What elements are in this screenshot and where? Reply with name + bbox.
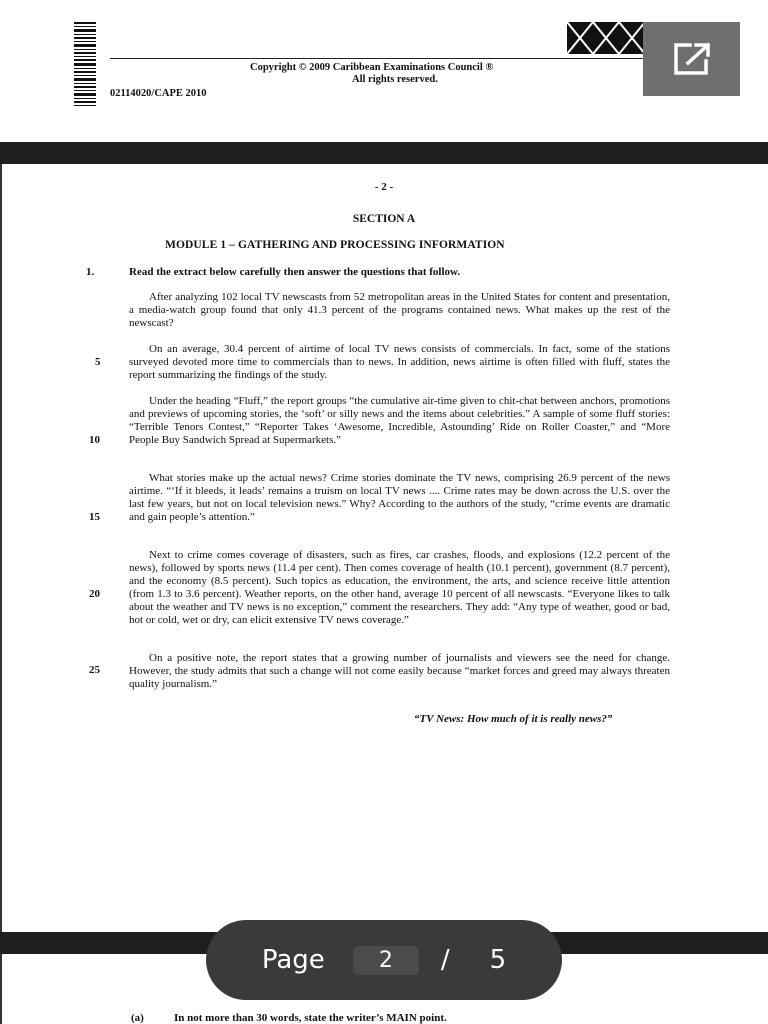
extract-paragraph: After analyzing 102 local TV newscasts from 52 metropolitan areas in the United States for content and presentation, a media-watch group found that only 41.3 percent of the programs contained news. What makes up the rest of the newscast? bbox=[129, 291, 670, 329]
page-indicator-label: Page bbox=[261, 945, 325, 975]
previous-page-footer bbox=[0, 0, 768, 142]
crosshatch-mark bbox=[567, 22, 645, 54]
line-number: 15 bbox=[89, 511, 100, 523]
line-number: 25 bbox=[89, 664, 100, 676]
page-number: - 2 - bbox=[374, 181, 394, 193]
page-edge bbox=[0, 954, 2, 1024]
document-page bbox=[0, 164, 768, 932]
extract-paragraph: Next to crime comes coverage of disasters, such as fires, car crashes, floods, and explosions (12.2 percent of the news), followed by sports news (11.4 per cent). Then comes coverage of health (10.1 percent), government (8.7 percent), and the economy (8.5 percent). Such topics as education, the environment, the arts, and science receive little attention (from 1.3 to 3.6 percent). Weather reports, on the other hand, average 10 percent of all newscasts. “Everyone likes to talk about the weather and TV news is no exception,” comment the researchers. They add: “Any type of weather, good or bad, hot or cold, wet or dry, can elicit extensive TV news coverage.” bbox=[129, 549, 670, 626]
open-external-button[interactable] bbox=[643, 22, 740, 96]
total-pages: 5 bbox=[489, 945, 507, 975]
question-number: 1. bbox=[86, 266, 95, 278]
header-rule bbox=[110, 58, 714, 59]
page-separator bbox=[0, 142, 768, 164]
extract-paragraph: On a positive note, the report states that a growing number of journalists and viewers see the need for change. However, the study admits that such a change will not come easily because “market forces and greed may always threaten quality journalism.” bbox=[129, 652, 670, 690]
current-page-field[interactable]: 2 bbox=[353, 946, 419, 975]
module-heading: MODULE 1 – GATHERING AND PROCESSING INFORMATION bbox=[165, 239, 505, 251]
document-code: 02114020/CAPE 2010 bbox=[110, 88, 207, 99]
barcode-icon bbox=[74, 22, 96, 106]
page-indicator bbox=[206, 920, 562, 1000]
line-number: 5 bbox=[95, 356, 101, 368]
extract-paragraph: What stories make up the actual news? Crime stories dominate the TV news, comprising 26.9 percent of the news airtime. “‘If it bleeds, it leads’ remains a truism on local TV news .... Crime rates may be down across the U.S. over the last few years, but not on local television news.” Why? According to the authors of the study, “crime events are dramatic and gain people’s attention.” bbox=[129, 472, 670, 523]
open-in-new-icon bbox=[670, 39, 714, 79]
extract-source: “TV News: How much of it is really news?” bbox=[414, 713, 613, 725]
subquestion-label: (a) bbox=[131, 1012, 144, 1024]
extract-paragraph: On an average, 30.4 percent of airtime of local TV news consists of commercials. In fact, some of the stations surveyed devoted more time to commercials than to news. In addition, news airtime is often filled with fluff, states the report summarizing the findings of the study. bbox=[129, 343, 670, 381]
subquestion-text: In not more than 30 words, state the writer’s MAIN point. bbox=[174, 1012, 447, 1024]
extract-paragraph: Under the heading “Fluff,” the report groups “the cumulative air-time given to chit-chat between anchors, promotions and previews of upcoming stories, the ‘soft’ or silly news and the items about celebrities.” A sample of some fluff stories: “Terrible Tenors Contest,” “Reporter Takes ‘Awesome, Incredible, Astounding’ Ride on Roller Coaster,” and “More People Buy Sandwich Spread at Supermarkets.” bbox=[129, 395, 670, 446]
line-number: 10 bbox=[89, 434, 100, 446]
copyright-text: Copyright © 2009 Caribbean Examinations Council ® bbox=[250, 62, 494, 73]
section-heading: SECTION A bbox=[352, 213, 416, 225]
rights-text: All rights reserved. bbox=[352, 74, 438, 85]
line-number: 20 bbox=[89, 588, 100, 600]
page-separator-slash: / bbox=[440, 945, 450, 975]
question-instruction: Read the extract below carefully then answer the questions that follow. bbox=[129, 266, 461, 278]
